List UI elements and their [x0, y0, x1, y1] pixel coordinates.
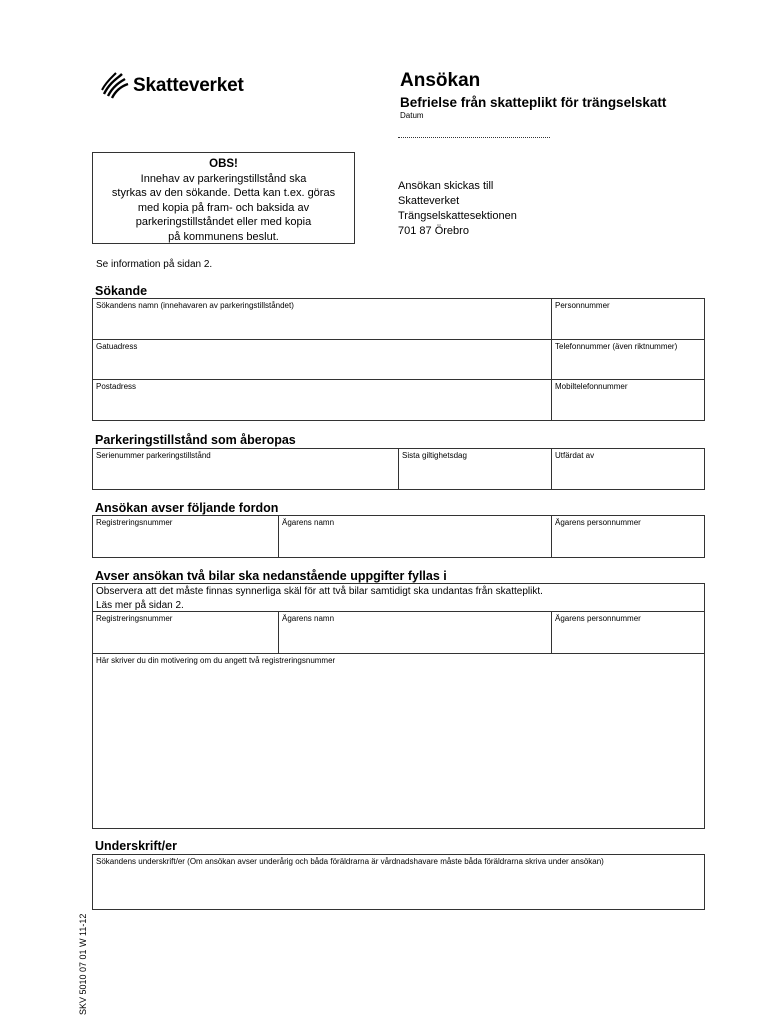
agarens-personnummer-2-field[interactable]: [552, 612, 704, 654]
field-label: Ägarens namn: [282, 614, 335, 623]
obs-notice-box: [92, 152, 355, 244]
obs-title: OBS!: [209, 158, 238, 170]
section-title-fordon: Ansökan avser följande fordon: [95, 501, 279, 515]
info-text: Se information på sidan 2.: [96, 259, 213, 270]
address-line: 701 87 Örebro: [398, 225, 469, 237]
giltighetsdag-field[interactable]: [399, 449, 552, 489]
field-label: Telefonnummer (även riktnummer): [555, 342, 678, 351]
registreringsnummer-2-field[interactable]: [93, 612, 279, 654]
field-label: Utfärdat av: [555, 451, 595, 460]
parkering-grid: [92, 448, 705, 490]
utfardat-av-field[interactable]: [552, 449, 704, 489]
field-label: Gatuadress: [96, 342, 138, 351]
logo-text: Skatteverket: [133, 75, 244, 96]
address-line: Skatteverket: [398, 195, 460, 207]
page-subtitle: Befrielse från skatteplikt för trängselskatt: [400, 95, 667, 110]
note-line: Observera att det måste finnas synnerliga skäl för att två bilar samtidigt ska undantas från skatteplikt.: [96, 586, 543, 597]
tva-bilar-grid: [92, 583, 705, 829]
registreringsnummer-field[interactable]: [93, 516, 279, 557]
mailing-address: [398, 179, 517, 239]
obs-line: Innehav av parkeringstillstånd ska: [140, 172, 307, 185]
postadress-field[interactable]: [93, 380, 552, 420]
field-label: Sista giltighetsdag: [402, 451, 467, 460]
section-title-underskrift: Underskrift/er: [95, 839, 177, 853]
field-label: Sökandens namn (innehavaren av parkeringstillståndet): [96, 301, 294, 310]
field-label: Ägarens namn: [282, 518, 335, 527]
field-label: Serienummer parkeringstillstånd: [96, 451, 211, 460]
personnummer-field[interactable]: [552, 299, 704, 340]
skatteverket-emblem-icon: [100, 72, 130, 100]
fordon-grid: [92, 515, 705, 558]
field-label: Registreringsnummer: [96, 518, 173, 527]
section-title-tva-bilar: Avser ansökan två bilar ska nedanstående uppgifter fyllas i: [95, 569, 447, 583]
note-line: Läs mer på sidan 2.: [96, 600, 184, 611]
section-title-sokande: Sökande: [95, 284, 148, 298]
field-label: Postadress: [96, 382, 137, 391]
gatuadress-field[interactable]: [93, 340, 552, 380]
datum-field[interactable]: [398, 137, 550, 138]
address-line: Trängselskattesektionen: [398, 210, 517, 222]
motivering-field[interactable]: [93, 654, 704, 828]
field-label: Sökandens underskrift/er (Om ansökan avser underårig och båda föräldrarna är vårdnadshavare måste båda föräldrarna skriva under ansökan): [96, 857, 604, 866]
tva-bilar-note: [93, 584, 704, 612]
field-label: Personnummer: [555, 301, 610, 310]
page-title: Ansökan: [400, 70, 481, 91]
skatteverket-logo: [100, 72, 244, 100]
agarens-namn-2-field[interactable]: [279, 612, 552, 654]
field-label: Registreringsnummer: [96, 614, 173, 623]
telefon-field[interactable]: [552, 340, 704, 380]
agarens-personnummer-field[interactable]: [552, 516, 704, 557]
sokande-grid: [92, 298, 705, 421]
section-title-parkering: Parkeringstillstånd som åberopas: [95, 433, 296, 447]
field-label: Ägarens personnummer: [555, 518, 641, 527]
serienummer-field[interactable]: [93, 449, 399, 489]
field-label: Mobiltelefonnummer: [555, 382, 628, 391]
agarens-namn-field[interactable]: [279, 516, 552, 557]
sokande-name-field[interactable]: [93, 299, 552, 340]
obs-line: styrkas av den sökande. Detta kan t.ex. göras: [111, 187, 336, 199]
address-line: Ansökan skickas till: [398, 180, 494, 192]
datum-label: Datum: [400, 111, 424, 120]
obs-line: parkeringstillståndet eller med kopia: [135, 216, 312, 228]
obs-line: på kommunens beslut.: [168, 230, 279, 243]
mobil-field[interactable]: [552, 380, 704, 420]
field-label: Ägarens personnummer: [555, 614, 641, 623]
obs-line: med kopia på fram- och baksida av: [137, 201, 310, 214]
form-code: SKV 5010 07 01 W 11-12: [78, 913, 88, 1015]
field-label: Här skriver du din motivering om du angett två registreringsnummer: [96, 656, 336, 665]
underskrift-field[interactable]: [92, 854, 705, 910]
